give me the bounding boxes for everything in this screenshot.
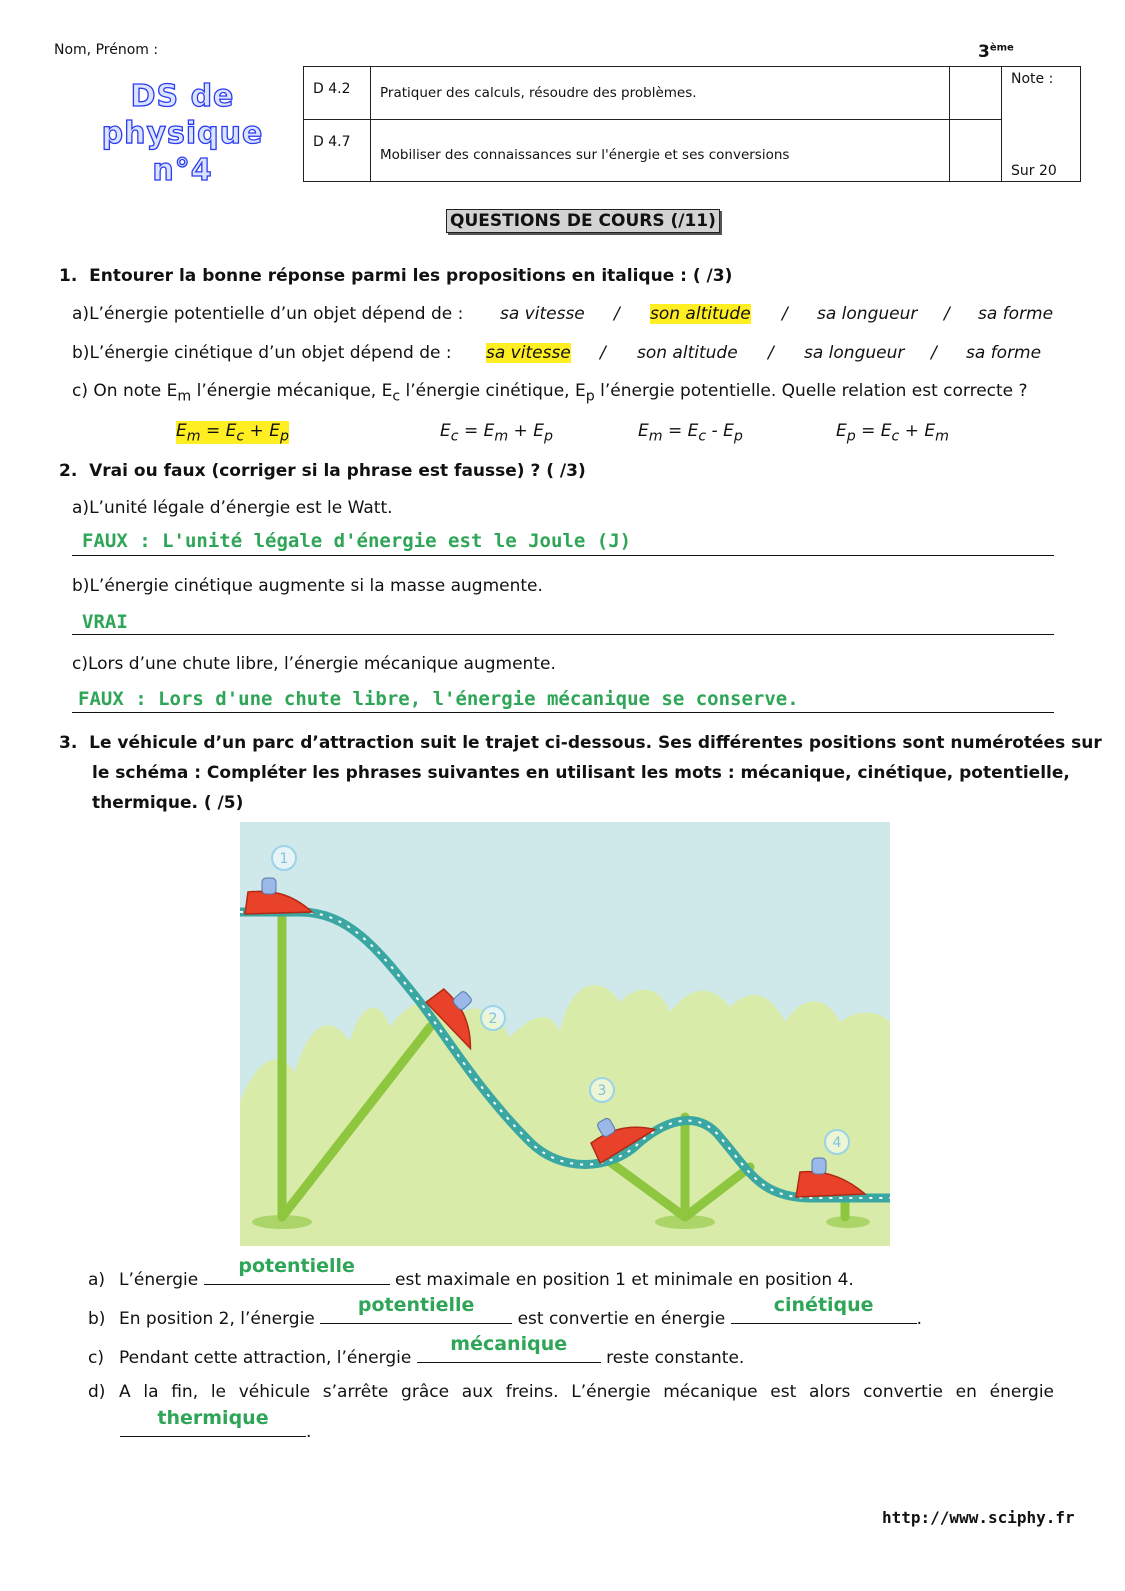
q1a-option[interactable]: sa longueur: [817, 304, 918, 324]
q1b-option-selected[interactable]: sa vitesse: [486, 343, 571, 363]
answer-line: [72, 555, 1054, 556]
separator: /: [614, 304, 620, 324]
position-label: 1: [279, 851, 289, 867]
q1b-text: b)L’énergie cinétique d’un objet dépend de :: [72, 343, 452, 363]
position-label: 4: [832, 1135, 842, 1151]
q3b-blank-1[interactable]: potentielle: [320, 1304, 512, 1324]
q3-heading-line3: thermique. ( /5): [92, 793, 244, 813]
q1a-option-selected[interactable]: son altitude: [650, 304, 751, 324]
q2c-statement: c)Lors d’une chute libre, l’énergie mécanique augmente.: [72, 654, 556, 674]
skill-grade-box[interactable]: [950, 67, 1002, 120]
q3c-blank[interactable]: mécanique: [417, 1343, 601, 1363]
skill-code: D 4.7: [304, 120, 371, 182]
skills-table: [303, 66, 1081, 182]
section-title: QUESTIONS DE COURS (/11): [446, 209, 720, 233]
q3a-sentence: a) L’énergie potentielle est maximale en position 1 et minimale en position 4.: [88, 1255, 854, 1290]
q3a-blank[interactable]: potentielle: [204, 1265, 390, 1285]
q3d-sentence-end: thermique .: [120, 1417, 311, 1442]
formula-option[interactable]: $E_m = E_c - E_p$: [638, 421, 743, 445]
q2b-answer[interactable]: VRAI: [82, 611, 128, 633]
skill-label: Mobiliser des connaissances sur l'énergie et ses conversions: [371, 120, 950, 182]
q1b-option[interactable]: son altitude: [637, 343, 738, 363]
q3-heading: 3. Le véhicule d’un parc d’attraction suit le trajet ci-dessous. Ses différentes positions sont numérotées sur: [59, 733, 1102, 753]
answer-line: [72, 634, 1054, 635]
q2-heading: 2. Vrai ou faux (corriger si la phrase est fausse) ? ( /3): [59, 461, 586, 481]
q1c-text: c) On note $E_m$ l’énergie mécanique, $E_c$ l’énergie cinétique, $E_p$ l’énergie potentielle. Quelle relation est correcte ?: [72, 381, 1028, 405]
note-total: Sur 20: [1011, 163, 1057, 179]
q1a-text: a)L’énergie potentielle d’un objet dépend de :: [72, 304, 464, 324]
skill-grade-box[interactable]: [950, 120, 1002, 182]
note-label: Note :: [1011, 71, 1054, 87]
name-label: Nom, Prénom :: [54, 42, 159, 58]
formula-option[interactable]: $E_p = E_c + E_m$: [836, 421, 949, 445]
q1b-option[interactable]: sa longueur: [804, 343, 905, 363]
position-label: 2: [488, 1011, 498, 1027]
q1a-option[interactable]: sa vitesse: [500, 304, 585, 324]
answer-line: [72, 712, 1054, 713]
formula-option-selected[interactable]: $E_m = E_c + E_p$: [176, 421, 289, 445]
q2a-statement: a)L’unité légale d’énergie est le Watt.: [72, 498, 393, 518]
separator: /: [931, 343, 937, 363]
note-box[interactable]: [1002, 67, 1081, 182]
separator: /: [782, 304, 788, 324]
q3-heading-line2: le schéma : Compléter les phrases suivantes en utilisant les mots : mécanique, cinétique, potentielle,: [92, 763, 1070, 783]
q2a-answer[interactable]: FAUX : L'unité légale d'énergie est le Joule (J): [82, 530, 632, 552]
test-logo: DS de physique n°4: [101, 79, 264, 188]
separator: /: [600, 343, 606, 363]
q3b-sentence: b) En position 2, l’énergie potentielle est convertie en énergie cinétique .: [88, 1294, 923, 1329]
q3b-blank-2[interactable]: cinétique: [731, 1304, 917, 1324]
q2b-statement: b)L’énergie cinétique augmente si la masse augmente.: [72, 576, 543, 596]
q1-heading: 1. Entourer la bonne réponse parmi les propositions en italique : ( /3): [59, 266, 733, 286]
class-level: 3ème: [978, 42, 1014, 62]
q1a-option[interactable]: sa forme: [978, 304, 1054, 324]
position-label: 3: [597, 1083, 607, 1099]
q2c-answer[interactable]: FAUX : Lors d'une chute libre, l'énergie mécanique se conserve.: [78, 688, 799, 710]
formula-option[interactable]: $E_c = E_m + E_p$: [440, 421, 553, 445]
q3d-blank[interactable]: thermique: [120, 1417, 306, 1437]
separator: /: [768, 343, 774, 363]
q3c-sentence: c) Pendant cette attraction, l’énergie mécanique reste constante.: [88, 1333, 745, 1368]
separator: /: [944, 304, 950, 324]
roller-coaster-diagram: [240, 822, 890, 1246]
skill-label: Pratiquer des calculs, résoudre des problèmes.: [371, 67, 950, 120]
footer-url[interactable]: http://www.sciphy.fr: [882, 1508, 1075, 1527]
skill-code: D 4.2: [304, 67, 371, 120]
q1b-option[interactable]: sa forme: [966, 343, 1042, 363]
q3d-sentence: d) A la fin, le véhicule s’arrête grâce aux freins. L’énergie mécanique est alors convertie en énergie: [88, 1382, 1054, 1402]
